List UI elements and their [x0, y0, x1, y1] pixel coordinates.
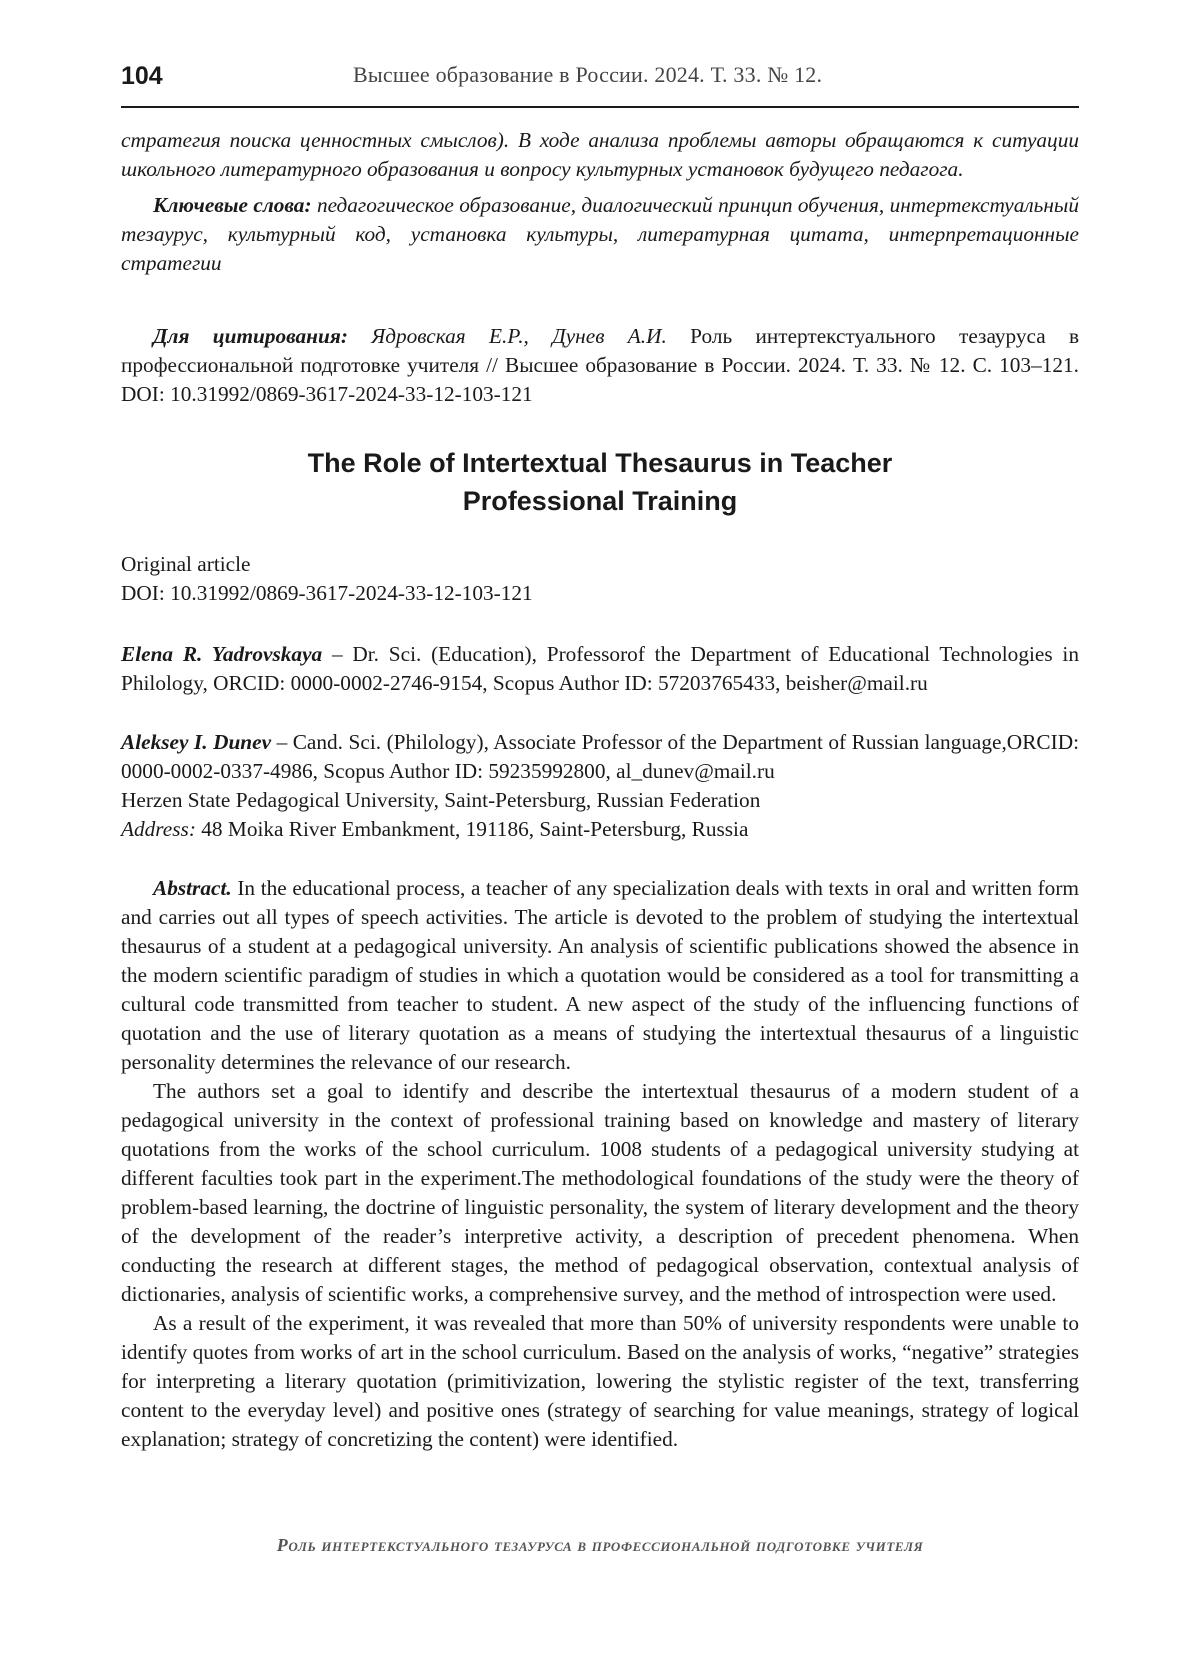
affiliation: Herzen State Pedagogical University, Saint-Petersburg, Russian Federation — [121, 788, 761, 812]
keywords-text: педагогическое образование, диалогический принцип обучения, интертекстуальный тезаурус, культурный код, установка культуры, литературная цитата, интерпретационные стратегии — [121, 193, 1080, 275]
abstract-paragraph-2: The authors set a goal to identify and describe the intertextual thesaurus of a modern student of a pedagogical university in the context of professional training based on knowledge and mastery of literary quotations from the works of the school curriculum. 1008 students of a pedagogical university studying at different faculties took part in the experiment.The methodological foundations of the study were the theory of problem-based learning, the doctrine of linguistic personality, the system of literary development and the theory of the development of the reader’s interpretive activity, a description of precedent phenomena. When conducting the research at different stages, the method of pedagogical observation, contextual analysis of dictionaries, analysis of scientific works, a comprehensive survey, and the method of introspection were used. — [121, 1079, 1079, 1306]
abstract-paragraph-3: As a result of the experiment, it was revealed that more than 50% of university respondents were unable to identify quotes from works of art in the school curriculum. Based on the analysis of works, “negative” strategies for interpreting a literary quotation (primitivization, lowering the stylistic register of the text, transferring content to the everyday level) and positive ones (strategy of searching for value meanings, strategy of logical explanation; strategy of concretizing the content) were identified. — [121, 1311, 1079, 1451]
keywords-label: Ключевые слова: — [153, 193, 312, 217]
author-2-name: Aleksey I. Dunev — [121, 730, 272, 754]
author-2-details: – Cand. Sci. (Philology), Associate Professor of the Department of Russian language,ORCID: 0000-0002-0337-4986, Scopus Author ID: 59235992800, al_dunev@mail.ru — [121, 730, 1079, 783]
russian-abstract — [121, 126, 1079, 278]
russian-keywords — [121, 191, 1079, 278]
russian-abstract-tail: стратегия поиска ценностных смыслов). В ходе анализа проблемы авторы обращаются к ситуации школьного литературного образования и вопросу культурных установок будущего педагога. — [121, 128, 1079, 181]
page-number: 104 — [121, 62, 163, 90]
running-footer: Роль интертекстуального тезауруса в профессиональной подготовке учителя — [276, 1535, 924, 1555]
abstract-label: Abstract. — [153, 876, 232, 900]
journal-title: Высшее образование в России. 2024. Т. 33. № 12. — [353, 62, 823, 87]
title-line-1: The Role of Intertextual Thesaurus in Teacher — [307, 448, 893, 478]
address-value: 48 Moika River Embankment, 191186, Saint-Petersburg, Russia — [195, 817, 749, 841]
citation-block — [121, 322, 1079, 409]
author-1-name: Elena R. Yadrovskaya — [121, 642, 323, 666]
abstract-paragraph-1 — [121, 874, 1079, 1077]
address — [121, 815, 1079, 844]
author-1-details: – Dr. Sci. (Education), Professorof the Department of Educational Technologies in Philology, ORCID: 0000-0002-2746-9154, Scopus Author ID: 57203765433, beisher@mail.ru — [121, 642, 1079, 695]
author-2 — [121, 728, 1079, 844]
article-meta — [121, 550, 1079, 608]
english-abstract — [121, 874, 1079, 1454]
article-doi: DOI: 10.31992/0869-3617-2024-33-12-103-121 — [121, 581, 533, 605]
article-type: Original article — [121, 552, 251, 576]
citation-text: Роль интертекстуального тезауруса в профессиональной подготовке учителя // Высшее образование в России. 2024. Т. 33. № 12. С. 103–121. DOI: 10.31992/0869-3617-2024-33-12-103-121 — [121, 324, 1080, 406]
abstract-p1-text: In the educational process, a teacher of any specialization deals with texts in oral and written form and carries out all types of speech activities. The article is devoted to the problem of studying the intertextual thesaurus of a student at a pedagogical university. An analysis of scientific publications showed the absence in the modern scientific paradigm of studies in which a quotation would be considered as a tool for transmitting a cultural code transmitted from teacher to student. A new aspect of the study of the influencing functions of quotation and the use of literary quotation as a means of studying the intertextual thesaurus of a linguistic personality determines the relevance of our research. — [121, 876, 1079, 1074]
citation-label: Для цитирования: — [153, 324, 348, 348]
title-line-2: Professional Training — [462, 486, 738, 516]
citation-authors: Ядровская Е.Р., Дунев А.И. — [371, 324, 667, 348]
running-header — [121, 62, 1079, 108]
address-label: Address: — [121, 817, 196, 841]
article-title — [121, 444, 1079, 520]
author-1 — [121, 640, 1079, 698]
